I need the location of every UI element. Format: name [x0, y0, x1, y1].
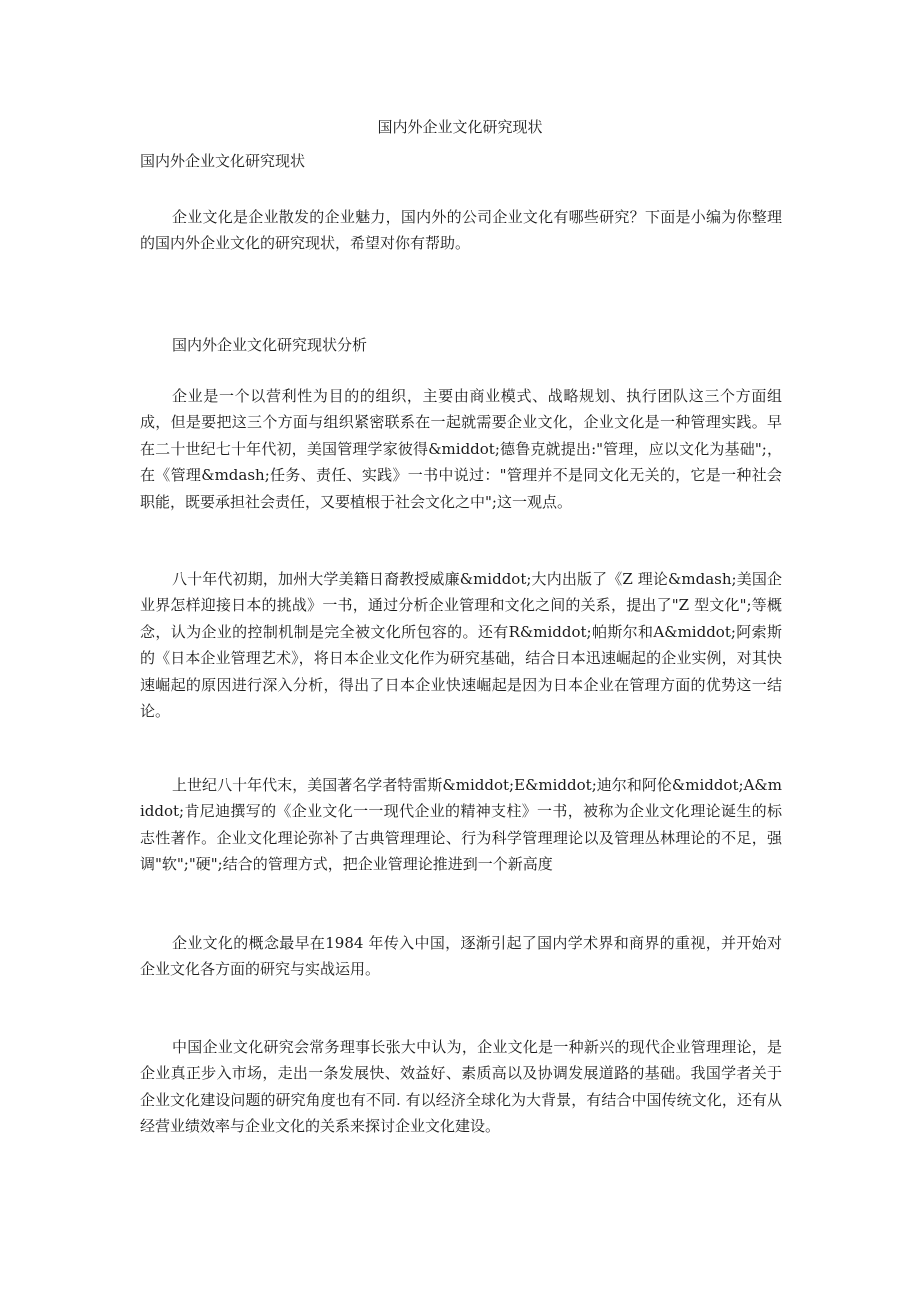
body-paragraph: 企业文化的概念最早在1984 年传入中国，逐渐引起了国内学术界和商界的重视，并开始对企业文化各方面的研究与实战运用。 — [140, 934, 782, 979]
section-heading: 国内外企业文化研究现状分析 — [172, 336, 368, 354]
body-paragraph: 企业是一个以营利性为目的的组织，主要由商业模式、战略规划、执行团队这三个方面组成，但是要把这三个方面与组织紧密联系在一起就需要企业文化，企业文化是一种管理实践。早在二十世纪七十年代初，美国管理学家彼得&middot;德鲁克就提出:"管理，应以文化为基础";，在《管理&mdash;任务、责任、实践》一书中说过："管理并不是同文化无关的，它是一种社会职能，既要承担社会责任，又要植根于社会文化之中";这一观点。 — [140, 387, 782, 511]
body-paragraph: 上世纪八十年代末，美国著名学者特雷斯&middot;E&middot;迪尔和阿伦&middot;A&middot;肯尼迪撰写的《企业文化一一现代企业的精神支柱》一书，被称为企业文化理论诞生的标志性著作。企业文化理论弥补了古典管理理论、行为科学管理理论以及管理丛林理论的不足，强调"软";"硬";结合的管理方式，把企业管理论推进到一个新高度 — [140, 776, 782, 874]
body-paragraph: 中国企业文化研究会常务理事长张大中认为，企业文化是一种新兴的现代企业管理理论，是企业真正步入市场，走出一条发展快、效益好、素质高以及协调发展道路的基础。我国学者关于企业文化建设问题的研究角度也有不同. 有以经济全球化为大背景，有结合中国传统文化，还有从经营业绩效率与企业文化的关系来探讨企业文化建设。 — [140, 1038, 782, 1136]
intro-paragraph: 企业文化是企业散发的企业魅力，国内外的公司企业文化有哪些研究？下面是小编为你整理的国内外企业文化的研究现状，希望对你有帮助。 — [140, 208, 782, 253]
document-title: 国内外企业文化研究现状 — [377, 118, 543, 136]
body-paragraph: 八十年代初期，加州大学美籍日裔教授威廉&middot;大内出版了《Z 理论&mdash;美国企业界怎样迎接日本的挑战》一书，通过分析企业管理和文化之间的关系，提出了"Z 型文化";等概念，认为企业的控制机制是完全被文化所包容的。还有R&middot;帕斯尔和A&middot;阿索斯的《日本企业管理艺术》，将日本企业文化作为研究基础，结合日本迅速崛起的企业实例，对其快速崛起的原因进行深入分析，得出了日本企业快速崛起是因为日本企业在管理方面的优势这一结论。 — [140, 570, 782, 721]
document-subtitle: 国内外企业文化研究现状 — [140, 152, 306, 170]
